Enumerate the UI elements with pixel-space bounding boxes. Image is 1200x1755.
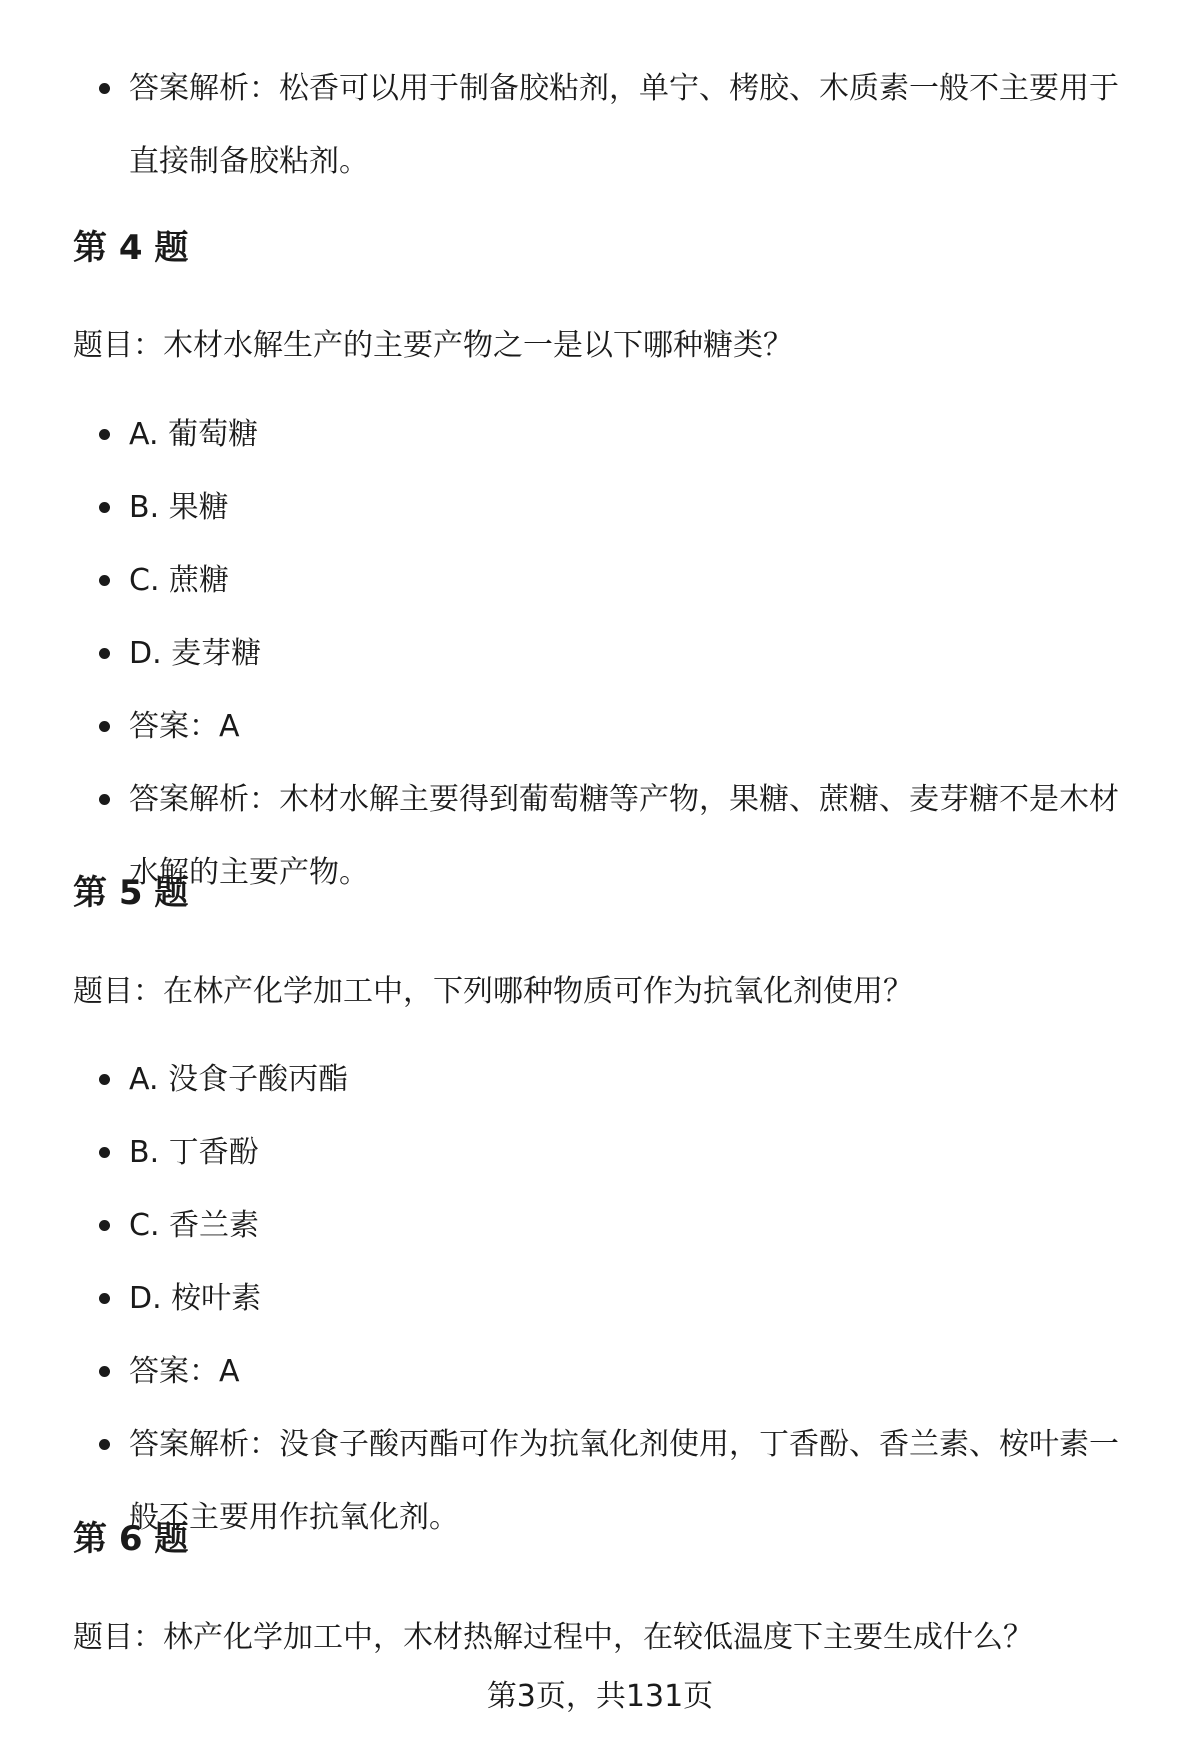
q5-answer — [73, 1335, 1143, 1408]
q5-option-a — [73, 1043, 1143, 1116]
bullet-dot — [99, 83, 110, 94]
q5-option-c-text: C. 香兰素 — [129, 1208, 260, 1243]
q4-option-b-text: B. 果糖 — [129, 490, 229, 525]
q3-list — [73, 52, 1143, 198]
q5-option-d — [73, 1262, 1143, 1335]
q5-option-d-text: D. 桉叶素 — [129, 1281, 262, 1316]
bullet-dot — [99, 1293, 110, 1304]
q4-explanation — [73, 763, 1143, 909]
q4-option-c — [73, 544, 1143, 617]
q5-option-a-text: A. 没食子酸丙酯 — [129, 1062, 349, 1097]
q4-option-b — [73, 471, 1143, 544]
q4-answer — [73, 690, 1143, 763]
bullet-dot — [99, 1147, 110, 1158]
bullet-dot — [99, 1220, 110, 1231]
q3-explanation-text: 答案解析：松香可以用于制备胶粘剂，单宁、栲胶、木质素一般不主要用于直接制备胶粘剂。 — [129, 71, 1119, 179]
q5-explanation-text: 答案解析：没食子酸丙酯可作为抗氧化剂使用，丁香酚、香兰素、桉叶素一般不主要用作抗氧化剂。 — [129, 1427, 1119, 1535]
q5-stem: 题目：在林产化学加工中，下列哪种物质可作为抗氧化剂使用？ — [73, 974, 913, 1009]
q5-heading: 第 5 题 — [73, 873, 189, 913]
q5-list — [73, 1043, 1143, 1554]
q4-stem: 题目：木材水解生产的主要产物之一是以下哪种糖类？ — [73, 328, 793, 363]
q4-heading: 第 4 题 — [73, 228, 189, 268]
q4-list — [73, 398, 1143, 909]
bullet-dot — [99, 502, 110, 513]
q5-option-b-text: B. 丁香酚 — [129, 1135, 259, 1170]
bullet-dot — [99, 721, 110, 732]
bullet-dot — [99, 1074, 110, 1085]
bullet-dot — [99, 429, 110, 440]
q4-option-a-text: A. 葡萄糖 — [129, 417, 259, 452]
q5-option-b — [73, 1116, 1143, 1189]
q5-answer-text: 答案：A — [129, 1354, 240, 1389]
page-indicator: 第3页，共131页 — [486, 1679, 714, 1714]
q3-explanation — [73, 52, 1143, 198]
q4-explanation-text: 答案解析：木材水解主要得到葡萄糖等产物，果糖、蔗糖、麦芽糖不是木材水解的主要产物。 — [129, 782, 1119, 890]
q4-answer-text: 答案：A — [129, 709, 240, 744]
bullet-dot — [99, 648, 110, 659]
bullet-dot — [99, 1366, 110, 1377]
bullet-dot — [99, 575, 110, 586]
q4-option-c-text: C. 蔗糖 — [129, 563, 230, 598]
bullet-dot — [99, 1439, 110, 1450]
q4-option-d-text: D. 麦芽糖 — [129, 636, 262, 671]
q4-option-a — [73, 398, 1143, 471]
bullet-dot — [99, 794, 110, 805]
q6-heading: 第 6 题 — [73, 1519, 189, 1559]
q4-option-d — [73, 617, 1143, 690]
q5-explanation — [73, 1408, 1143, 1554]
q6-stem: 题目：林产化学加工中，木材热解过程中，在较低温度下主要生成什么？ — [73, 1620, 1033, 1655]
q5-option-c — [73, 1189, 1143, 1262]
